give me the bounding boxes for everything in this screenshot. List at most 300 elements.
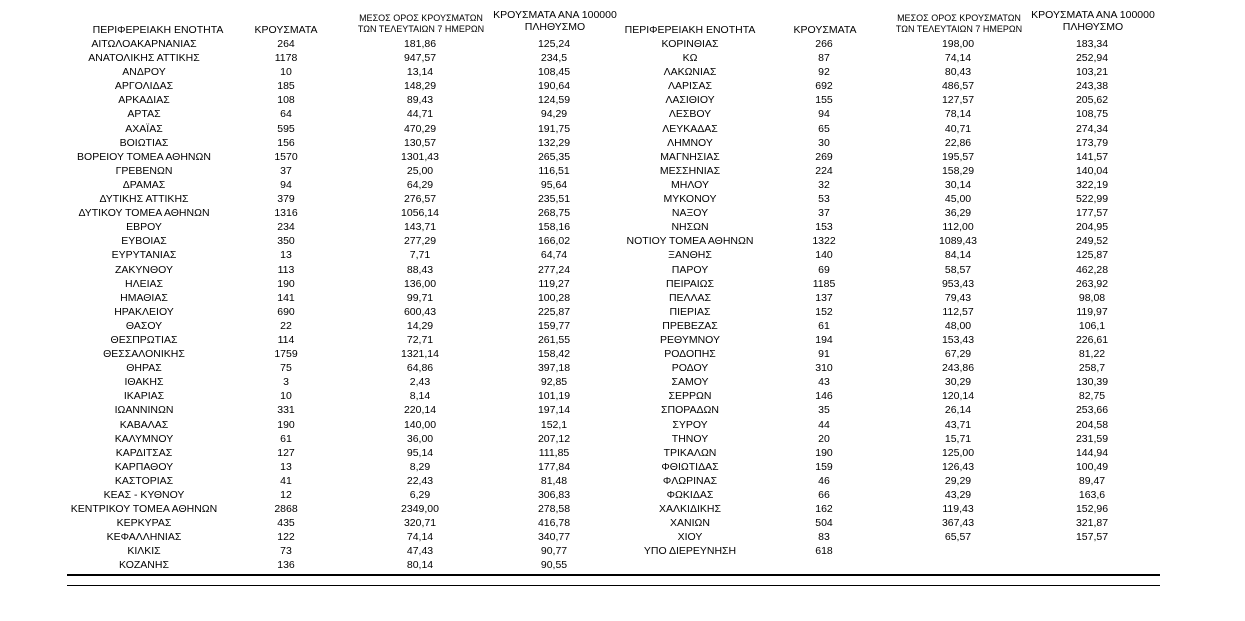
cell-7day-average: 6,29 xyxy=(409,489,431,501)
cell-per-100k: 111,85 xyxy=(538,446,570,459)
cell-cases: 1322 xyxy=(812,235,836,248)
cell-7day-average: 72,71 xyxy=(406,333,434,346)
table-bottom-rule-thin xyxy=(67,585,1160,586)
cell-per-100k: 90,55 xyxy=(540,559,568,572)
cell-per-100k: 243,38 xyxy=(1075,80,1109,93)
cell-7day-average: 25,00 xyxy=(406,164,434,177)
cell-7day-average: 112,57 xyxy=(942,305,974,318)
cell-region: ΛΕΣΒΟΥ xyxy=(668,108,712,121)
cell-7day-average: 22,43 xyxy=(406,474,434,487)
cell-cases: 692 xyxy=(815,80,833,93)
cell-cases: 140 xyxy=(815,249,833,262)
cell-region: ΛΗΜΝΟΥ xyxy=(667,136,713,149)
cell-7day-average: 74,14 xyxy=(406,531,434,544)
cell-7day-average: 158,29 xyxy=(941,164,975,177)
cell-region: ΚΕΦΑΛΛΗΝΙΑΣ xyxy=(106,531,182,544)
cell-cases: 10 xyxy=(280,390,292,403)
cell-region: ΔΥΤΙΚΟΥ ΤΟΜΕΑ ΑΘΗΝΩΝ xyxy=(78,207,210,220)
cell-region: ΚΕΝΤΡΙΚΟΥ ΤΟΜΕΑ ΑΘΗΝΩΝ xyxy=(70,503,218,516)
cell-per-100k: 159,77 xyxy=(537,319,571,332)
cell-region: ΚΕΑΣ - ΚΥΘΝΟΥ xyxy=(103,489,185,501)
cell-per-100k: 277,24 xyxy=(537,263,571,276)
cell-cases: 122 xyxy=(277,531,295,544)
cell-7day-average: 99,71 xyxy=(406,291,434,304)
cell-per-100k: 124,59 xyxy=(537,94,571,107)
cell-7day-average: 126,43 xyxy=(941,460,975,473)
cell-region: ΕΒΡΟΥ xyxy=(126,221,162,234)
cell-cases: 43 xyxy=(818,376,830,389)
cell-cases: 269 xyxy=(815,150,833,163)
cell-per-100k: 103,21 xyxy=(1075,66,1109,79)
cell-7day-average: 43,29 xyxy=(944,489,972,501)
cell-cases: 30 xyxy=(818,136,830,149)
cell-cases: 310 xyxy=(815,362,833,375)
cell-cases: 114 xyxy=(277,333,295,346)
cell-7day-average: 22,86 xyxy=(944,136,972,149)
cell-per-100k: 157,57 xyxy=(1075,531,1109,544)
cell-region: ΙΚΑΡΙΑΣ xyxy=(123,390,165,403)
cell-cases: 156 xyxy=(277,136,295,149)
cell-7day-average: 45,00 xyxy=(944,193,972,206)
cell-7day-average: 79,43 xyxy=(944,291,972,304)
cell-cases: 504 xyxy=(815,517,833,530)
cell-region: ΠΡΕΒΕΖΑΣ xyxy=(662,319,718,332)
cell-per-100k: 98,08 xyxy=(1078,291,1106,304)
cell-7day-average: 181,86 xyxy=(403,38,437,50)
cell-region: ΙΩΑΝΝΙΝΩΝ xyxy=(114,404,174,417)
cell-per-100k: 94,29 xyxy=(540,108,568,121)
cell-7day-average: 136,00 xyxy=(403,277,437,290)
cell-per-100k: 231,59 xyxy=(1075,432,1109,445)
cell-per-100k: 183,34 xyxy=(1075,38,1109,50)
cell-region: ΗΜΑΘΙΑΣ xyxy=(120,291,168,304)
cell-region: ΛΑΣΙΘΙΟΥ xyxy=(665,94,715,107)
cell-7day-average: 26,14 xyxy=(944,404,972,417)
cell-cases: 224 xyxy=(815,164,833,177)
cell-cases: 234 xyxy=(277,221,295,234)
cell-7day-average: 15,71 xyxy=(944,432,972,445)
cell-region: ΚΑΡΔΙΤΣΑΣ xyxy=(115,446,173,459)
cell-region: ΚΑΣΤΟΡΙΑΣ xyxy=(114,474,174,487)
cell-per-100k: 416,78 xyxy=(537,517,571,530)
left-header-cases: ΚΡΟΥΣΜΑΤΑ xyxy=(254,24,318,36)
cell-per-100k: 204,95 xyxy=(1075,221,1109,234)
cell-7day-average: 320,71 xyxy=(403,517,437,530)
left-header-avg-line1: ΜΕΣΟΣ ΟΡΟΣ ΚΡΟΥΣΜΑΤΩΝ xyxy=(359,13,483,23)
cell-region: ΛΑΡΙΣΑΣ xyxy=(668,80,712,93)
cell-cases: 22 xyxy=(280,319,292,332)
cell-cases: 1178 xyxy=(274,52,298,65)
cell-region: ΚΙΛΚΙΣ xyxy=(127,545,161,558)
cell-region: ΠΕΛΛΑΣ xyxy=(668,291,712,304)
cell-per-100k: 108,45 xyxy=(537,66,571,79)
cell-per-100k: 462,28 xyxy=(1075,263,1109,276)
cell-cases: 13 xyxy=(280,460,292,473)
cell-cases: 66 xyxy=(818,489,830,501)
cell-region: ΤΗΝΟΥ xyxy=(671,432,709,445)
right-header-per100k-line2: ΠΛΗΘΥΣΜΟ xyxy=(1062,21,1124,33)
left-header-per100k-line2: ΠΛΗΘΥΣΜΟ xyxy=(524,21,586,33)
cell-region: ΜΕΣΣΗΝΙΑΣ xyxy=(659,164,721,177)
cell-per-100k: 119,27 xyxy=(538,277,570,290)
cell-7day-average: 195,57 xyxy=(941,150,975,163)
cell-7day-average: 89,43 xyxy=(406,94,434,107)
cell-region: ΚΟΡΙΝΘΙΑΣ xyxy=(661,38,719,50)
cell-region: ΦΛΩΡΙΝΑΣ xyxy=(662,474,718,487)
cell-region: ΚΑΛΥΜΝΟΥ xyxy=(114,432,174,445)
left-header-per100k-line1: ΚΡΟΥΣΜΑΤΑ ΑΝΑ 100000 xyxy=(493,9,617,21)
cell-cases: 37 xyxy=(818,207,830,220)
cell-per-100k: 125,24 xyxy=(537,38,571,50)
cell-cases: 41 xyxy=(280,474,292,487)
cell-region: ΓΡΕΒΕΝΩΝ xyxy=(115,164,173,177)
cell-7day-average: 1089,43 xyxy=(939,235,977,248)
cell-7day-average: 80,14 xyxy=(406,559,434,572)
right-header-avg-line1: ΜΕΣΟΣ ΟΡΟΣ ΚΡΟΥΣΜΑΤΩΝ xyxy=(897,13,1021,23)
cell-region: ΥΠΟ ΔΙΕΡΕΥΝΗΣΗ xyxy=(643,545,737,558)
cell-per-100k: 132,29 xyxy=(537,136,571,149)
cell-per-100k: 125,87 xyxy=(1075,249,1109,262)
cell-cases: 153 xyxy=(815,221,833,234)
cell-region: ΗΛΕΙΑΣ xyxy=(124,277,163,290)
cell-cases: 190 xyxy=(277,418,295,431)
cell-per-100k: 92,85 xyxy=(540,376,568,389)
cell-cases: 155 xyxy=(815,94,833,107)
cell-per-100k: 340,77 xyxy=(537,531,571,544)
cell-region: ΑΝΑΤΟΛΙΚΗΣ ΑΤΤΙΚΗΣ xyxy=(88,52,200,65)
cell-cases: 136 xyxy=(277,559,295,572)
cell-cases: 65 xyxy=(818,122,830,135)
cell-7day-average: 30,14 xyxy=(944,178,972,191)
cell-cases: 37 xyxy=(280,164,292,177)
cell-7day-average: 36,00 xyxy=(406,432,434,445)
cell-per-100k: 177,57 xyxy=(1075,207,1109,220)
cell-per-100k: 158,42 xyxy=(537,348,571,361)
cell-region: ΜΗΛΟΥ xyxy=(671,178,709,191)
cell-7day-average: 947,57 xyxy=(403,52,437,65)
cell-region: ΡΟΔΟΠΗΣ xyxy=(664,348,716,361)
cell-region: ΙΘΑΚΗΣ xyxy=(124,376,164,389)
cell-per-100k: 235,51 xyxy=(537,193,571,206)
cell-cases: 159 xyxy=(815,460,833,473)
cell-cases: 12 xyxy=(280,489,292,501)
cell-per-100k: 252,94 xyxy=(1075,52,1109,65)
cell-7day-average: 140,00 xyxy=(403,418,437,431)
cell-per-100k: 397,18 xyxy=(537,362,571,375)
cell-cases: 379 xyxy=(277,193,295,206)
cell-region: ΣΠΟΡΑΔΩΝ xyxy=(661,404,719,417)
cell-7day-average: 220,14 xyxy=(403,404,437,417)
cell-7day-average: 277,29 xyxy=(403,235,437,248)
cell-per-100k: 177,84 xyxy=(537,460,571,473)
cell-per-100k: 144,94 xyxy=(1075,446,1109,459)
cell-7day-average: 84,14 xyxy=(944,249,972,262)
cell-7day-average: 95,14 xyxy=(406,446,434,459)
cell-region: ΚΑΡΠΑΘΟΥ xyxy=(114,460,174,473)
cell-7day-average: 29,29 xyxy=(944,474,972,487)
cell-region: ΠΕΙΡΑΙΩΣ xyxy=(666,277,714,290)
cell-cases: 92 xyxy=(818,66,830,79)
right-header-per100k-line1: ΚΡΟΥΣΜΑΤΑ ΑΝΑ 100000 xyxy=(1031,9,1155,21)
cell-7day-average: 470,29 xyxy=(403,122,437,135)
cell-7day-average: 43,71 xyxy=(944,418,972,431)
cell-cases: 595 xyxy=(277,122,295,135)
cell-region: ΝΗΣΩΝ xyxy=(671,221,709,234)
cell-per-100k: 90,77 xyxy=(540,545,568,558)
cell-cases: 266 xyxy=(815,38,833,50)
cell-cases: 69 xyxy=(818,263,830,276)
cell-7day-average: 130,57 xyxy=(403,136,437,149)
right-header-cases: ΚΡΟΥΣΜΑΤΑ xyxy=(793,24,857,36)
cell-per-100k: 253,66 xyxy=(1075,404,1109,417)
cell-7day-average: 198,00 xyxy=(941,38,975,50)
cell-7day-average: 8,29 xyxy=(409,460,431,473)
cell-cases: 83 xyxy=(818,531,830,544)
cell-7day-average: 7,71 xyxy=(409,249,431,262)
cell-per-100k: 119,97 xyxy=(1076,305,1108,318)
cell-per-100k: 306,83 xyxy=(537,489,571,501)
cell-7day-average: 1301,43 xyxy=(401,150,439,163)
cell-7day-average: 67,29 xyxy=(944,348,972,361)
cell-per-100k: 152,96 xyxy=(1075,503,1109,516)
cell-region: ΠΑΡΟΥ xyxy=(671,263,709,276)
cell-cases: 185 xyxy=(277,80,295,93)
cell-cases: 127 xyxy=(277,446,295,459)
cell-region: ΗΡΑΚΛΕΙΟΥ xyxy=(114,305,174,318)
cell-cases: 618 xyxy=(815,545,833,558)
cell-per-100k: 321,87 xyxy=(1075,517,1109,530)
cell-region: ΦΩΚΙΔΑΣ xyxy=(666,489,714,501)
cell-per-100k: 522,99 xyxy=(1075,193,1109,206)
cell-7day-average: 1056,14 xyxy=(401,207,439,220)
cell-7day-average: 47,43 xyxy=(406,545,434,558)
cell-cases: 331 xyxy=(277,404,295,417)
cell-region: ΑΡΚΑΔΙΑΣ xyxy=(118,94,170,107)
cell-7day-average: 2,43 xyxy=(409,376,431,389)
cell-per-100k: 141,57 xyxy=(1075,150,1109,163)
cell-7day-average: 367,43 xyxy=(941,517,975,530)
cell-cases: 75 xyxy=(280,362,292,375)
cell-cases: 1759 xyxy=(274,348,298,361)
cell-7day-average: 243,86 xyxy=(941,362,975,375)
cell-per-100k: 263,92 xyxy=(1075,277,1109,290)
cell-7day-average: 65,57 xyxy=(944,531,972,544)
cell-7day-average: 276,57 xyxy=(403,193,437,206)
cell-region: ΑΝΔΡΟΥ xyxy=(122,66,166,79)
cell-region: ΞΑΝΘΗΣ xyxy=(668,249,712,262)
cell-7day-average: 13,14 xyxy=(406,66,434,79)
cell-cases: 87 xyxy=(818,52,830,65)
cell-region: ΔΡΑΜΑΣ xyxy=(122,178,166,191)
cell-per-100k: 258,7 xyxy=(1078,362,1106,375)
cell-cases: 61 xyxy=(818,319,830,332)
left-header-avg-line2: ΤΩΝ ΤΕΛΕΥΤΑΙΩΝ 7 ΗΜΕΡΩΝ xyxy=(357,24,485,34)
cell-7day-average: 80,43 xyxy=(944,66,972,79)
cell-region: ΒΟΙΩΤΙΑΣ xyxy=(119,136,169,149)
cell-cases: 91 xyxy=(818,348,830,361)
cell-region: ΑΧΑΪΑΣ xyxy=(125,122,163,135)
cell-cases: 3 xyxy=(283,376,289,389)
cell-7day-average: 58,57 xyxy=(944,263,972,276)
cell-7day-average: 127,57 xyxy=(941,94,975,107)
cell-per-100k: 226,61 xyxy=(1075,333,1109,346)
cell-7day-average: 48,00 xyxy=(944,319,972,332)
cell-region: ΕΥΒΟΙΑΣ xyxy=(121,235,167,248)
cell-cases: 20 xyxy=(818,432,830,445)
cell-cases: 35 xyxy=(818,404,830,417)
cell-cases: 13 xyxy=(280,249,292,262)
cell-cases: 350 xyxy=(277,235,295,248)
cell-cases: 1570 xyxy=(274,150,298,163)
cell-per-100k: 140,04 xyxy=(1075,164,1109,177)
cell-7day-average: 953,43 xyxy=(941,277,975,290)
table-bottom-rule-thick xyxy=(67,574,1160,576)
cell-cases: 1185 xyxy=(812,277,836,290)
cell-cases: 32 xyxy=(818,178,830,191)
cell-region: ΑΡΤΑΣ xyxy=(127,108,161,121)
cell-region: ΚΕΡΚΥΡΑΣ xyxy=(116,517,172,530)
cell-region: ΚΑΒΑΛΑΣ xyxy=(119,418,169,431)
cell-7day-average: 14,29 xyxy=(406,319,434,332)
cell-per-100k: 261,55 xyxy=(537,333,571,346)
cell-7day-average: 600,43 xyxy=(403,305,437,318)
cell-per-100k: 225,87 xyxy=(537,305,571,318)
cell-7day-average: 148,29 xyxy=(403,80,437,93)
cell-region: ΜΑΓΝΗΣΙΑΣ xyxy=(660,150,720,163)
cell-per-100k: 81,22 xyxy=(1078,348,1106,361)
cell-per-100k: 116,51 xyxy=(538,164,570,177)
cell-7day-average: 40,71 xyxy=(944,122,972,135)
cell-per-100k: 101,19 xyxy=(537,390,571,403)
cell-per-100k: 108,75 xyxy=(1075,108,1109,121)
cell-per-100k: 278,58 xyxy=(537,503,571,516)
cell-region: ΤΡΙΚΑΛΩΝ xyxy=(663,446,717,459)
cell-region: ΧΑΛΚΙΔΙΚΗΣ xyxy=(659,503,721,516)
cell-per-100k: 106,1 xyxy=(1078,319,1106,332)
cell-per-100k: 234,5 xyxy=(540,52,568,65)
cell-region: ΘΑΣΟΥ xyxy=(125,319,163,332)
cell-region: ΖΑΚΥΝΘΟΥ xyxy=(114,263,173,276)
cell-per-100k: 249,52 xyxy=(1075,235,1109,248)
cell-region: ΒΟΡΕΙΟΥ ΤΟΜΕΑ ΑΘΗΝΩΝ xyxy=(77,150,211,163)
cell-region: ΧΑΝΙΩΝ xyxy=(670,517,710,530)
cell-7day-average: 44,71 xyxy=(406,108,434,121)
cell-cases: 264 xyxy=(277,38,295,50)
cell-per-100k: 265,35 xyxy=(537,150,571,163)
cell-per-100k: 100,28 xyxy=(537,291,571,304)
cell-cases: 46 xyxy=(818,474,830,487)
cell-cases: 194 xyxy=(815,333,833,346)
cell-region: ΣΑΜΟΥ xyxy=(671,376,709,389)
cell-region: ΝΟΤΙΟΥ ΤΟΜΕΑ ΑΘΗΝΩΝ xyxy=(626,235,754,248)
cell-cases: 2868 xyxy=(274,503,298,516)
cell-7day-average: 74,14 xyxy=(944,52,972,65)
cell-cases: 108 xyxy=(277,94,295,107)
cell-cases: 141 xyxy=(277,291,295,304)
cell-cases: 190 xyxy=(277,277,295,290)
cell-cases: 137 xyxy=(815,291,833,304)
cell-per-100k: 274,34 xyxy=(1075,122,1109,135)
cell-7day-average: 112,00 xyxy=(942,221,974,234)
cell-region: ΘΕΣΠΡΩΤΙΑΣ xyxy=(110,333,178,346)
cell-7day-average: 30,29 xyxy=(944,376,972,389)
cell-per-100k: 158,16 xyxy=(537,221,571,234)
cell-per-100k: 89,47 xyxy=(1078,474,1106,487)
cell-7day-average: 120,14 xyxy=(941,390,975,403)
cell-per-100k: 95,64 xyxy=(540,178,568,191)
cell-cases: 435 xyxy=(277,517,295,530)
cell-cases: 94 xyxy=(818,108,830,121)
cell-cases: 162 xyxy=(815,503,833,516)
cell-per-100k: 268,75 xyxy=(537,207,571,220)
cell-7day-average: 88,43 xyxy=(406,263,434,276)
cell-region: ΣΕΡΡΩΝ xyxy=(668,390,712,403)
cell-7day-average: 119,43 xyxy=(942,503,974,516)
cell-cases: 190 xyxy=(815,446,833,459)
cell-region: ΘΗΡΑΣ xyxy=(126,362,162,375)
cell-region: ΠΙΕΡΙΑΣ xyxy=(669,305,711,318)
cell-cases: 152 xyxy=(815,305,833,318)
cell-region: ΘΕΣΣΑΛΟΝΙΚΗΣ xyxy=(103,348,185,361)
cell-region: ΑΡΓΟΛΙΔΑΣ xyxy=(114,80,174,93)
cell-7day-average: 486,57 xyxy=(941,80,975,93)
cell-7day-average: 153,43 xyxy=(941,333,975,346)
cell-cases: 44 xyxy=(818,418,830,431)
cell-7day-average: 125,00 xyxy=(941,446,975,459)
cell-cases: 64 xyxy=(280,108,292,121)
cell-per-100k: 205,62 xyxy=(1075,94,1109,107)
cell-per-100k: 163,6 xyxy=(1078,489,1106,501)
cell-7day-average: 64,86 xyxy=(406,362,434,375)
cell-cases: 61 xyxy=(280,432,292,445)
cell-region: ΛΕΥΚΑΔΑΣ xyxy=(662,122,718,135)
cell-per-100k: 64,74 xyxy=(540,249,568,262)
cell-region: ΦΘΙΩΤΙΔΑΣ xyxy=(661,460,719,473)
cell-per-100k: 322,19 xyxy=(1075,178,1109,191)
cell-cases: 73 xyxy=(280,545,292,558)
cell-per-100k: 130,39 xyxy=(1075,376,1109,389)
cell-7day-average: 1321,14 xyxy=(401,348,439,361)
cell-cases: 1316 xyxy=(274,207,298,220)
cell-per-100k: 152,1 xyxy=(540,418,568,431)
cell-7day-average: 64,29 xyxy=(406,178,434,191)
cell-7day-average: 8,14 xyxy=(409,390,431,403)
cell-per-100k: 197,14 xyxy=(537,404,571,417)
cell-per-100k: 207,12 xyxy=(537,432,571,445)
cell-region: ΕΥΡΥΤΑΝΙΑΣ xyxy=(111,249,177,262)
cell-7day-average: 143,71 xyxy=(403,221,437,234)
cell-cases: 94 xyxy=(280,178,292,191)
cell-per-100k: 81,48 xyxy=(540,474,568,487)
left-header-region: ΠΕΡΙΦΕΡΕΙΑΚΗ ΕΝΟΤΗΤΑ xyxy=(92,24,224,36)
cell-region: ΚΟΖΑΝΗΣ xyxy=(119,559,169,572)
cell-7day-average: 36,29 xyxy=(944,207,972,220)
cell-per-100k: 191,75 xyxy=(537,122,571,135)
cell-per-100k: 82,75 xyxy=(1078,390,1106,403)
cell-region: ΛΑΚΩΝΙΑΣ xyxy=(663,66,717,79)
right-header-region: ΠΕΡΙΦΕΡΕΙΑΚΗ ΕΝΟΤΗΤΑ xyxy=(624,24,756,36)
cell-7day-average: 78,14 xyxy=(944,108,972,121)
cell-region: ΧΙΟΥ xyxy=(677,531,703,544)
cell-per-100k: 100,49 xyxy=(1075,460,1109,473)
right-header-avg-line2: ΤΩΝ ΤΕΛΕΥΤΑΙΩΝ 7 ΗΜΕΡΩΝ xyxy=(895,24,1023,34)
cell-region: ΔΥΤΙΚΗΣ ΑΤΤΙΚΗΣ xyxy=(99,193,189,206)
cell-region: ΡΟΔΟΥ xyxy=(671,362,709,375)
cell-cases: 146 xyxy=(815,390,833,403)
cell-cases: 113 xyxy=(277,263,295,276)
cell-region: ΚΩ xyxy=(682,52,698,65)
cell-region: ΜΥΚΟΝΟΥ xyxy=(663,193,717,206)
